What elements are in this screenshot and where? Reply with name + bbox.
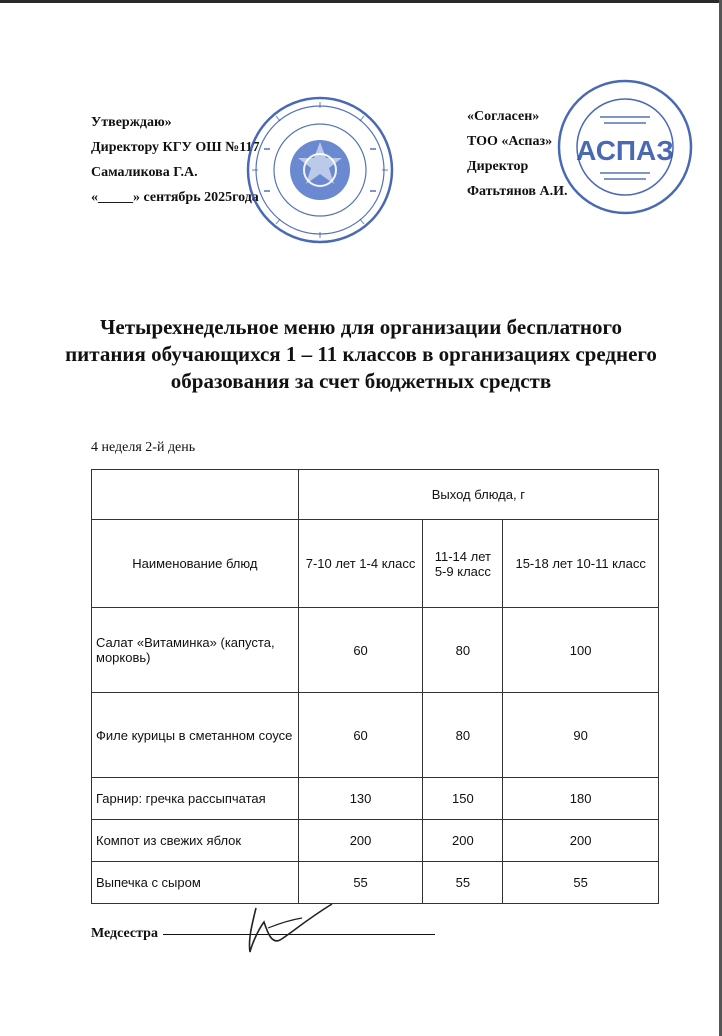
table-row	[92, 608, 659, 693]
age-11-14-line-2: 5-9 класс	[434, 563, 491, 579]
dish-name: Гарнир: гречка рассыпчатая	[92, 778, 299, 820]
nurse-label: Медсестра	[91, 926, 158, 941]
portion-value: 55	[298, 862, 423, 904]
table-header-row-1	[92, 470, 659, 520]
portion-value: 55	[423, 862, 503, 904]
output-header: Выход блюда, г	[298, 470, 658, 520]
portion-value: 200	[503, 820, 659, 862]
approve-line-2: Директору КГУ ОШ №117	[91, 140, 260, 155]
stamp-brand: АСПАЗ	[576, 135, 674, 166]
approve-line-4: «_____» сентябрь 2025года	[91, 190, 259, 205]
portion-value: 55	[503, 862, 659, 904]
approval-block	[91, 110, 259, 210]
aspaz-seal-stamp	[556, 78, 694, 216]
school-seal-stamp	[244, 94, 396, 246]
portion-value: 80	[423, 608, 503, 693]
dish-name-header: Наименование блюд	[92, 520, 299, 608]
table-row	[92, 820, 659, 862]
approve-line-1: Утверждаю»	[91, 115, 172, 130]
table-row	[92, 693, 659, 778]
age-11-14-line-1: 11-14 лет	[434, 548, 491, 564]
portion-value: 200	[423, 820, 503, 862]
table-row	[92, 862, 659, 904]
document-title: Четырехнедельное меню для организации бесплатного питания обучающихся 1 – 11 классов в организациях среднего образования за счет бюджетных средств	[65, 315, 657, 393]
header-empty-cell	[92, 470, 299, 520]
week-day-label: 4 неделя 2-й день	[91, 440, 196, 455]
portion-value: 180	[503, 778, 659, 820]
portion-value: 60	[298, 608, 423, 693]
age-15-18-header: 15-18 лет 10-11 класс	[503, 520, 659, 608]
agree-line-3: Директор	[467, 159, 529, 174]
handwritten-signature	[228, 900, 338, 960]
agree-line-1: «Согласен»	[467, 109, 540, 124]
portion-value: 100	[503, 608, 659, 693]
age-11-14-header	[423, 520, 503, 608]
portion-value: 80	[423, 693, 503, 778]
table-header-row-2	[92, 520, 659, 608]
portion-value: 130	[298, 778, 423, 820]
portion-value: 150	[423, 778, 503, 820]
dish-name: Филе курицы в сметанном соусе	[92, 693, 299, 778]
agreement-block	[467, 104, 567, 204]
page-top-edge	[0, 0, 722, 3]
dish-name: Выпечка с сыром	[92, 862, 299, 904]
agree-line-4: Фатьтянов А.И.	[467, 184, 568, 199]
agree-line-2: ТОО «Аспаз»	[467, 134, 553, 149]
age-7-10-header: 7-10 лет 1-4 класс	[298, 520, 423, 608]
portion-value: 90	[503, 693, 659, 778]
menu-table	[91, 469, 659, 904]
dish-name: Компот из свежих яблок	[92, 820, 299, 862]
portion-value: 60	[298, 693, 423, 778]
approve-line-3: Самаликова Г.А.	[91, 165, 198, 180]
dish-name: Салат «Витаминка» (капуста, морковь)	[92, 608, 299, 693]
table-row	[92, 778, 659, 820]
portion-value: 200	[298, 820, 423, 862]
